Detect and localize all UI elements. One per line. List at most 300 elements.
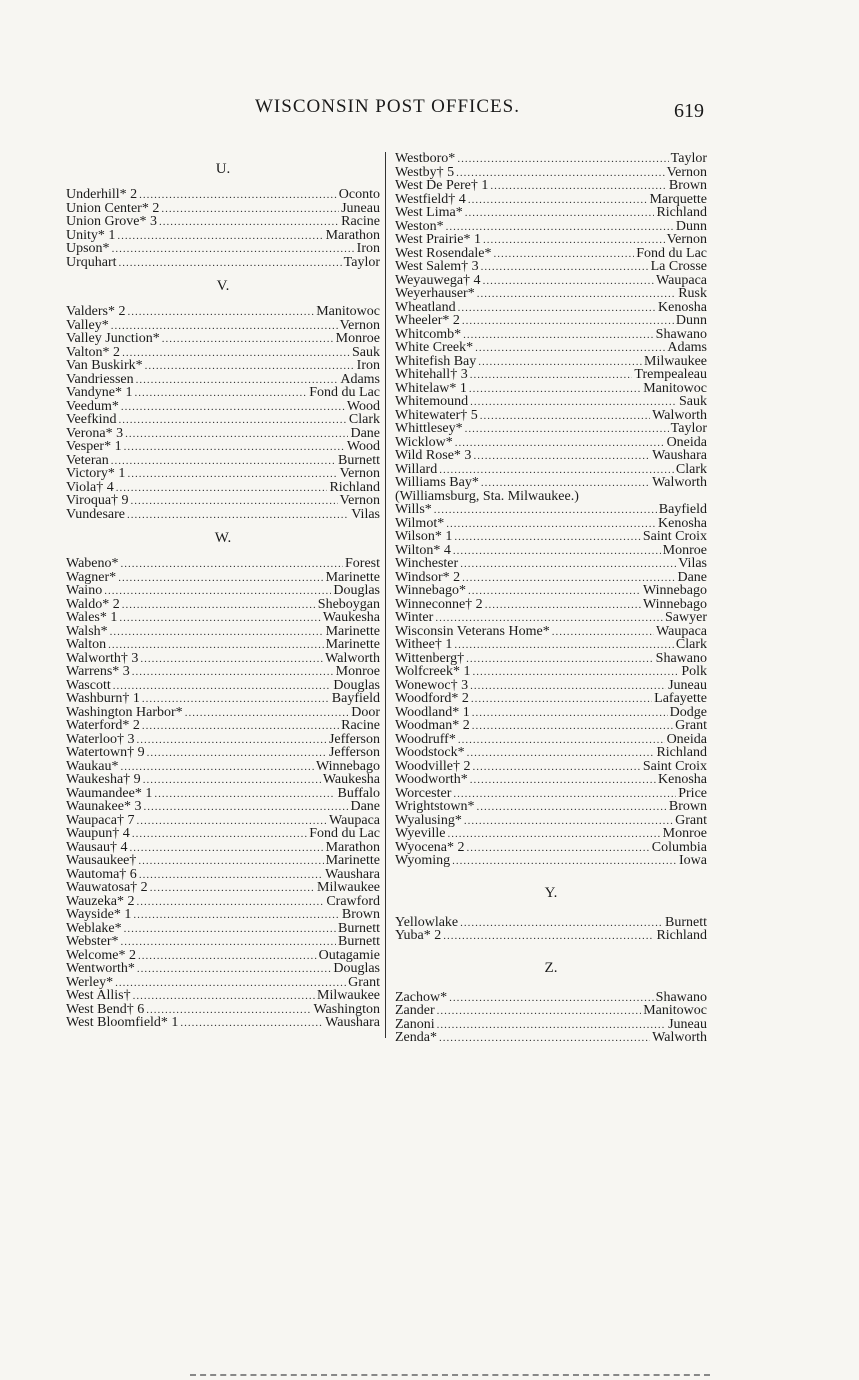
post-office-entry bbox=[395, 665, 707, 679]
post-office-name: Unity* 1 bbox=[66, 227, 116, 243]
county-name: Vernon bbox=[339, 493, 380, 508]
dot-leader bbox=[447, 828, 660, 842]
county-name: Marinette bbox=[325, 569, 380, 585]
post-office-name: Whitcomb* bbox=[395, 326, 462, 342]
post-office-name: Wolfcreek* 1 bbox=[395, 664, 471, 679]
post-office-entry bbox=[66, 467, 380, 481]
dot-leader bbox=[453, 545, 661, 559]
county-name: Clark bbox=[675, 637, 707, 652]
county-name: Burnett bbox=[338, 452, 380, 468]
dot-leader bbox=[116, 482, 328, 496]
dot-leader bbox=[480, 410, 650, 424]
county-name: Burnett bbox=[338, 934, 380, 949]
post-office-entry bbox=[395, 787, 707, 801]
dot-leader bbox=[465, 207, 655, 221]
post-office-name: West Rosendale* bbox=[395, 245, 492, 261]
left-column bbox=[66, 152, 380, 1030]
dot-leader bbox=[135, 387, 308, 401]
dot-leader bbox=[462, 315, 674, 329]
post-office-name: Valton* 2 bbox=[66, 344, 121, 360]
county-name: Juneau bbox=[668, 1016, 707, 1032]
column-divider bbox=[385, 152, 386, 1038]
post-office-entry bbox=[395, 733, 707, 747]
post-office-name: Washburn† 1 bbox=[66, 691, 140, 706]
post-office-entry bbox=[395, 679, 707, 693]
post-office-name: Weblake* bbox=[66, 920, 122, 936]
post-office-entry bbox=[66, 922, 380, 936]
county-name: Washington bbox=[313, 1001, 380, 1017]
post-office-name: Waldo* 2 bbox=[66, 596, 120, 612]
county-name: Milwaukee bbox=[317, 988, 380, 1003]
post-office-entry bbox=[66, 665, 380, 679]
post-office-entry bbox=[395, 598, 707, 612]
post-office-entry bbox=[395, 247, 707, 261]
post-office-name: Zanoni bbox=[395, 1016, 435, 1032]
post-office-entry bbox=[395, 220, 707, 234]
post-office-entry bbox=[395, 916, 707, 930]
post-office-name: Walworth† 3 bbox=[66, 650, 139, 666]
post-office-entry bbox=[66, 454, 380, 468]
post-office-entry bbox=[395, 395, 707, 409]
post-office-name: Valley Junction* bbox=[66, 331, 160, 346]
post-office-name: Wautoma† 6 bbox=[66, 866, 137, 882]
dot-leader bbox=[443, 930, 654, 944]
post-office-name: Verona* 3 bbox=[66, 425, 124, 441]
post-office-name: Waterford* 2 bbox=[66, 718, 140, 733]
post-office-entry bbox=[395, 436, 707, 450]
section-letter: U. bbox=[215, 161, 231, 177]
dot-leader bbox=[472, 761, 640, 775]
post-office-entry bbox=[395, 355, 707, 369]
county-name: Kenosha bbox=[658, 299, 707, 315]
post-office-entry bbox=[66, 760, 380, 774]
post-office-entry bbox=[66, 814, 380, 828]
county-name: Walworth bbox=[652, 475, 707, 490]
section bbox=[66, 525, 380, 1030]
dot-leader bbox=[121, 401, 345, 415]
county-name: Dunn bbox=[675, 313, 707, 328]
dot-leader bbox=[446, 518, 656, 532]
post-office-entry bbox=[66, 868, 380, 882]
post-office-name: Wheatland bbox=[395, 299, 456, 315]
county-name: Douglas bbox=[333, 961, 380, 976]
dot-leader bbox=[122, 599, 316, 613]
post-office-name: Whitemound bbox=[395, 394, 469, 409]
post-office-name: Wausau† 4 bbox=[66, 839, 128, 855]
post-office-entry bbox=[395, 368, 707, 382]
county-name: Oconto bbox=[338, 187, 380, 202]
post-office-name: Wills* bbox=[395, 502, 432, 517]
post-office-entry bbox=[66, 1016, 380, 1030]
post-office-entry bbox=[66, 895, 380, 909]
post-office-entry bbox=[66, 989, 380, 1003]
dot-leader bbox=[154, 788, 335, 802]
post-office-name: Waino bbox=[66, 583, 103, 598]
county-name: Dane bbox=[350, 799, 380, 814]
post-office-name: Werley* bbox=[66, 974, 114, 990]
dot-leader bbox=[112, 243, 355, 257]
county-name: Brown bbox=[668, 178, 707, 193]
section-letter: W. bbox=[214, 530, 232, 546]
post-office-name: Wyeville bbox=[395, 826, 446, 841]
county-name: Price bbox=[678, 785, 707, 801]
dot-leader bbox=[104, 585, 331, 599]
county-name: Vernon bbox=[339, 466, 380, 481]
post-office-name: Winnebago* bbox=[395, 583, 466, 598]
post-office-entry bbox=[66, 440, 380, 454]
dot-leader bbox=[125, 428, 348, 442]
dot-leader bbox=[460, 917, 663, 931]
dot-leader bbox=[470, 396, 677, 410]
dot-leader bbox=[119, 414, 347, 428]
post-office-entry bbox=[395, 841, 707, 855]
post-office-name: Washington Harbor* bbox=[66, 704, 183, 720]
post-office-name: Whitehall† 3 bbox=[395, 367, 468, 382]
post-office-name: Vundesare bbox=[66, 506, 126, 522]
county-name: Sawyer bbox=[665, 610, 707, 625]
post-office-name: Vandriessen bbox=[66, 371, 134, 387]
county-name: Monroe bbox=[662, 542, 707, 558]
post-office-entry bbox=[395, 800, 707, 814]
dot-leader bbox=[145, 360, 355, 374]
post-office-entry bbox=[66, 256, 380, 270]
dot-leader bbox=[469, 383, 641, 397]
county-name: Grant bbox=[675, 812, 707, 828]
section bbox=[395, 152, 707, 868]
county-name: Polk bbox=[681, 664, 707, 679]
post-office-entry bbox=[395, 991, 707, 1005]
post-office-name: Wauzeka* 2 bbox=[66, 893, 135, 909]
dot-leader bbox=[467, 747, 655, 761]
county-name: Marathon bbox=[325, 839, 380, 855]
county-name: Waupaca bbox=[656, 623, 707, 639]
post-office-name: Union Grove* 3 bbox=[66, 214, 157, 229]
post-office-name: Victory* 1 bbox=[66, 466, 126, 481]
post-office-entry bbox=[66, 215, 380, 229]
post-office-name: Zachow* bbox=[395, 989, 448, 1005]
post-office-entry bbox=[66, 202, 380, 216]
post-office-name: Urquhart bbox=[66, 254, 117, 270]
dot-leader bbox=[136, 374, 339, 388]
post-office-entry bbox=[395, 341, 707, 355]
county-name: Shawano bbox=[655, 650, 707, 666]
post-office-entry bbox=[395, 463, 707, 477]
post-office-name: Weyauwega† 4 bbox=[395, 272, 481, 288]
dot-leader bbox=[159, 216, 339, 230]
county-name: Shawano bbox=[655, 326, 707, 342]
post-office-entry bbox=[66, 229, 380, 243]
dot-leader bbox=[457, 153, 668, 167]
dot-leader bbox=[113, 680, 332, 694]
post-office-name: Wittenberg† bbox=[395, 650, 465, 666]
dot-leader bbox=[454, 639, 674, 653]
post-office-entry bbox=[66, 611, 380, 625]
dot-leader bbox=[115, 977, 346, 991]
post-office-entry bbox=[66, 494, 380, 508]
dot-leader bbox=[458, 734, 665, 748]
post-office-entry bbox=[66, 652, 380, 666]
county-name: Kenosha bbox=[658, 772, 707, 787]
dot-leader bbox=[460, 558, 676, 572]
dot-leader bbox=[439, 1032, 650, 1046]
post-office-name: Zander bbox=[395, 1003, 435, 1018]
section-letter: V. bbox=[216, 278, 230, 294]
post-office-name: Valders* 2 bbox=[66, 304, 126, 319]
post-office-name: Wheeler* 2 bbox=[395, 313, 460, 328]
dot-leader bbox=[139, 189, 337, 203]
dot-leader bbox=[463, 329, 654, 343]
post-office-name: Wales* 1 bbox=[66, 610, 118, 625]
county-name: Waukesha bbox=[322, 610, 380, 625]
post-office-entry bbox=[395, 274, 707, 288]
dot-leader bbox=[465, 423, 669, 437]
dot-leader bbox=[453, 788, 676, 802]
post-office-name: Willard bbox=[395, 461, 438, 477]
county-name: Waushara bbox=[652, 448, 707, 463]
county-name: Sauk bbox=[352, 344, 380, 360]
post-office-entry bbox=[395, 260, 707, 274]
dot-leader bbox=[128, 306, 315, 320]
post-office-entry bbox=[395, 1004, 707, 1018]
post-office-name: West Lima* bbox=[395, 205, 463, 220]
post-office-entry bbox=[66, 1003, 380, 1017]
dot-leader bbox=[133, 990, 315, 1004]
county-name: Burnett bbox=[665, 914, 707, 930]
post-office-name: Waumandee* 1 bbox=[66, 785, 153, 801]
dot-leader bbox=[470, 369, 633, 383]
county-name: Taylor bbox=[670, 421, 707, 436]
post-office-name: Waterloo† 3 bbox=[66, 731, 135, 747]
dot-leader bbox=[136, 815, 327, 829]
dot-leader bbox=[124, 441, 345, 455]
post-office-name: Wyoming bbox=[395, 853, 451, 868]
post-office-entry bbox=[66, 692, 380, 706]
post-office-name: Waukau* bbox=[66, 758, 119, 774]
county-name: Manitowoc bbox=[316, 304, 380, 319]
dot-leader bbox=[118, 572, 323, 586]
dot-leader bbox=[471, 693, 652, 707]
county-name: Grant bbox=[675, 718, 707, 733]
dot-leader bbox=[470, 774, 656, 788]
county-name: Bayfield bbox=[331, 691, 380, 706]
county-name: Lafayette bbox=[654, 691, 707, 706]
post-office-entry bbox=[395, 571, 707, 585]
post-office-entry bbox=[395, 611, 707, 625]
post-office-entry bbox=[395, 814, 707, 828]
post-office-name: Whitewater† 5 bbox=[395, 407, 478, 423]
dot-leader bbox=[161, 203, 339, 217]
dot-leader bbox=[468, 194, 648, 208]
county-name: Fond du Lac bbox=[636, 245, 707, 261]
dot-leader bbox=[121, 936, 336, 950]
post-office-entry bbox=[66, 827, 380, 841]
post-office-name: Whitefish Bay bbox=[395, 353, 477, 369]
dot-leader bbox=[136, 896, 324, 910]
county-name: Iowa bbox=[679, 853, 707, 868]
county-name: Marinette bbox=[325, 637, 380, 652]
dot-leader bbox=[143, 801, 348, 815]
post-office-name: Viola† 4 bbox=[66, 479, 114, 495]
post-office-entry bbox=[395, 206, 707, 220]
county-name: Iron bbox=[356, 241, 380, 256]
county-name: Dane bbox=[677, 569, 707, 585]
post-office-name: Wabeno* bbox=[66, 556, 119, 571]
county-name: Richland bbox=[656, 928, 707, 943]
post-office-entry bbox=[66, 976, 380, 990]
dot-leader bbox=[470, 680, 666, 694]
dot-leader bbox=[449, 992, 654, 1006]
post-office-name: Woodland* 1 bbox=[395, 704, 470, 720]
county-name: Oneida bbox=[666, 731, 707, 747]
post-office-name: Woodford* 2 bbox=[395, 691, 469, 706]
section bbox=[66, 273, 380, 521]
dot-leader bbox=[490, 180, 667, 194]
post-office-entry bbox=[395, 449, 707, 463]
county-name: Douglas bbox=[333, 677, 380, 693]
post-office-entry bbox=[395, 719, 707, 733]
post-office-name: Veedum* bbox=[66, 398, 119, 414]
dot-leader bbox=[124, 923, 336, 937]
post-office-name: Weston* bbox=[395, 218, 444, 234]
county-name: Dodge bbox=[669, 704, 707, 720]
post-office-name: Underhill* 2 bbox=[66, 187, 138, 202]
dot-leader bbox=[180, 1017, 323, 1031]
post-office-entry bbox=[66, 719, 380, 733]
post-office-name: Wyalusing* bbox=[395, 812, 462, 828]
county-name: Adams bbox=[340, 371, 380, 387]
county-name: Oneida bbox=[666, 434, 707, 450]
county-name: Richland bbox=[656, 205, 707, 220]
county-name: Marinette bbox=[325, 623, 380, 639]
dot-leader bbox=[136, 734, 326, 748]
post-office-entry bbox=[66, 949, 380, 963]
post-office-name: Whitelaw* 1 bbox=[395, 380, 467, 396]
county-name: Vernon bbox=[666, 232, 707, 247]
dot-leader bbox=[117, 230, 323, 244]
post-office-name: Wyocena* 2 bbox=[395, 839, 465, 855]
post-office-entry bbox=[395, 854, 707, 868]
county-name: Waukesha bbox=[322, 772, 380, 787]
post-office-name: West Prairie* 1 bbox=[395, 232, 481, 247]
dot-leader bbox=[458, 302, 656, 316]
post-office-name: Westby† 5 bbox=[395, 164, 455, 180]
post-office-entry bbox=[66, 881, 380, 895]
dot-leader bbox=[473, 450, 650, 464]
county-name: Door bbox=[351, 704, 380, 720]
post-office-name: West Salem† 3 bbox=[395, 259, 479, 274]
post-office-entry bbox=[66, 571, 380, 585]
post-office-name: Worcester bbox=[395, 785, 452, 801]
dot-leader bbox=[452, 855, 677, 869]
county-name: Sauk bbox=[679, 394, 707, 409]
county-name: Monroe bbox=[335, 331, 380, 346]
post-office-name: Waupaca† 7 bbox=[66, 812, 135, 828]
county-name: Douglas bbox=[333, 583, 380, 598]
county-name: Saint Croix bbox=[642, 529, 707, 544]
post-office-entry bbox=[395, 476, 707, 490]
post-office-name: Weyerhauser* bbox=[395, 286, 475, 301]
post-office-entry bbox=[66, 625, 380, 639]
post-office-entry bbox=[66, 908, 380, 922]
county-name: Forest bbox=[345, 556, 380, 571]
county-name: Columbia bbox=[651, 839, 707, 855]
post-office-name: Woodman* 2 bbox=[395, 718, 470, 733]
post-office-entry bbox=[395, 301, 707, 315]
post-office-entry bbox=[395, 625, 707, 639]
post-office-name: Wilmot* bbox=[395, 515, 445, 531]
dot-leader bbox=[122, 347, 350, 361]
post-office-name: Walton bbox=[66, 637, 107, 652]
county-name: Racine bbox=[341, 718, 380, 733]
dot-leader bbox=[493, 248, 634, 262]
dot-leader bbox=[478, 356, 642, 370]
section bbox=[395, 955, 707, 1045]
post-office-name: West Bloomfield* 1 bbox=[66, 1015, 179, 1030]
page-title: WISCONSIN POST OFFICES. bbox=[255, 96, 520, 117]
post-office-entry bbox=[66, 359, 380, 373]
post-office-name: Wausaukee† bbox=[66, 853, 137, 868]
post-office-name: Winchester bbox=[395, 556, 459, 571]
dot-leader bbox=[472, 666, 679, 680]
post-office-name: West De Pere† 1 bbox=[395, 178, 489, 193]
post-office-entry bbox=[395, 773, 707, 787]
county-name: Waushara bbox=[325, 1015, 380, 1030]
county-name: Sheboygan bbox=[317, 596, 380, 612]
county-name: Clark bbox=[675, 461, 707, 477]
post-office-name: Waukesha† 9 bbox=[66, 772, 141, 787]
post-office-name: Whittlesey* bbox=[395, 421, 463, 436]
county-name: Juneau bbox=[341, 200, 380, 216]
post-office-name: Wicklow* bbox=[395, 434, 453, 450]
post-office-name: Upson* bbox=[66, 241, 110, 256]
post-office-name: Yuba* 2 bbox=[395, 928, 442, 943]
dot-leader bbox=[137, 963, 331, 977]
dot-leader bbox=[477, 288, 676, 302]
dot-leader bbox=[162, 333, 334, 347]
post-office-entry bbox=[66, 413, 380, 427]
post-office-entry bbox=[66, 427, 380, 441]
county-name: Walworth bbox=[325, 650, 380, 666]
post-office-entry bbox=[395, 328, 707, 342]
post-office-name: Van Buskirk* bbox=[66, 358, 143, 373]
post-office-entry bbox=[395, 422, 707, 436]
post-office-entry bbox=[395, 692, 707, 706]
county-name: Vilas bbox=[351, 506, 380, 522]
post-office-entry bbox=[395, 530, 707, 544]
post-office-name: Wayside* 1 bbox=[66, 907, 132, 922]
post-office-name: Welcome* 2 bbox=[66, 947, 137, 963]
county-name: Racine bbox=[341, 214, 380, 229]
post-office-entry bbox=[66, 746, 380, 760]
county-name: Outagamie bbox=[318, 947, 380, 963]
dot-leader bbox=[140, 653, 323, 667]
entry-note: (Williamsburg, Sta. Milwaukee.) bbox=[395, 488, 579, 504]
post-office-name: Wonewoc† 3 bbox=[395, 677, 469, 693]
post-office-name: Viroqua† 9 bbox=[66, 493, 129, 508]
dot-leader bbox=[133, 909, 340, 923]
post-office-name: Woodworth* bbox=[395, 772, 468, 787]
county-name: Vernon bbox=[666, 164, 707, 180]
dot-leader bbox=[129, 842, 323, 856]
dot-leader bbox=[143, 774, 321, 788]
post-office-entry bbox=[395, 929, 707, 943]
county-name: Crawford bbox=[326, 893, 380, 909]
dot-leader bbox=[138, 950, 317, 964]
post-office-entry bbox=[395, 503, 707, 517]
county-name: Dane bbox=[350, 425, 380, 441]
dot-leader bbox=[132, 666, 334, 680]
county-name: La Crosse bbox=[650, 259, 707, 274]
